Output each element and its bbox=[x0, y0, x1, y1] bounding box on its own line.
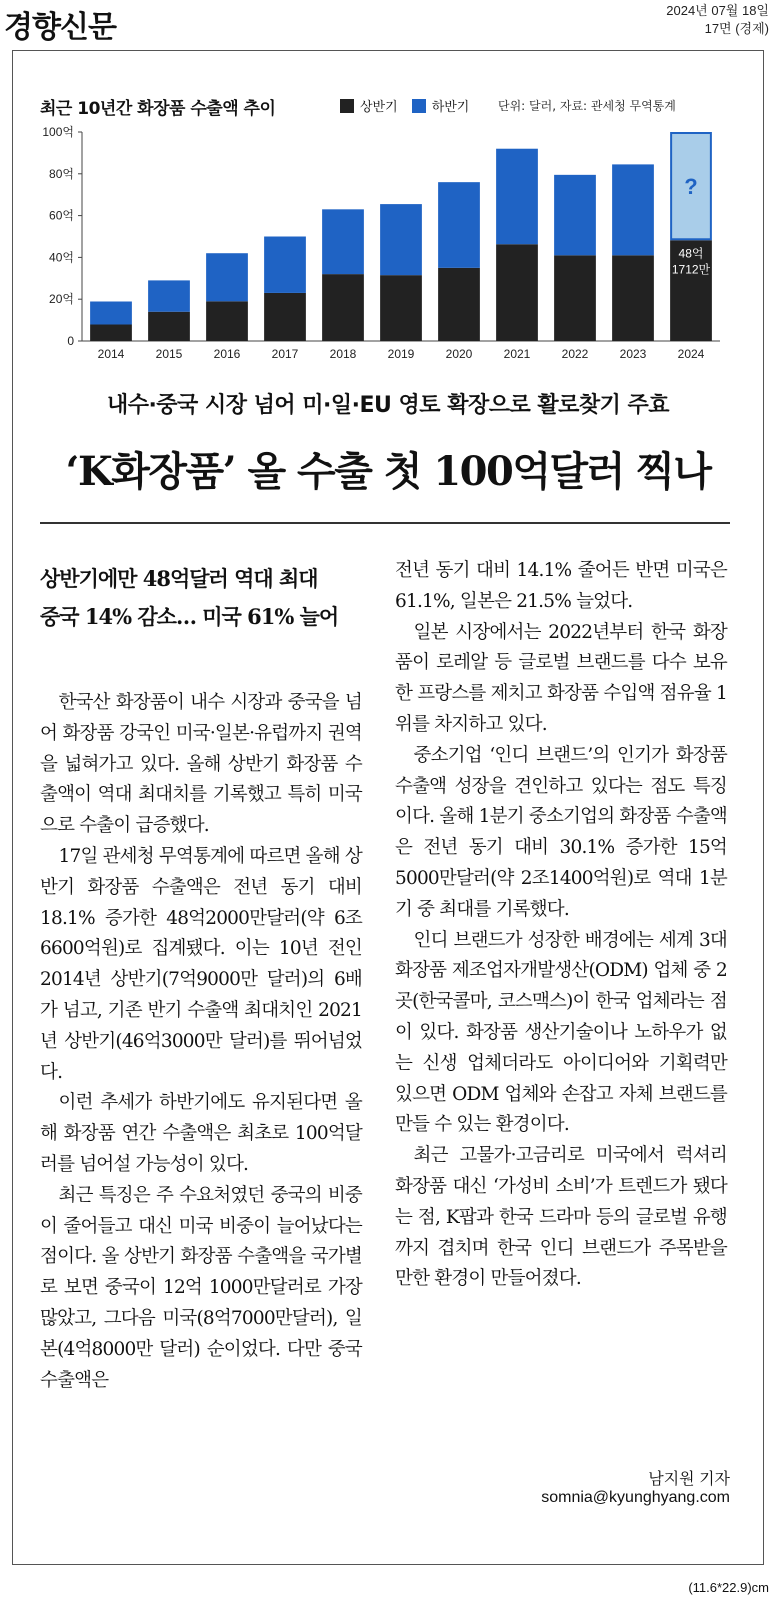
y-tick-label: 20억 bbox=[49, 292, 74, 307]
chart-title: 최근 10년간 화장품 수출액 추이 bbox=[40, 99, 276, 119]
subhead-2: 중국 14% 감소… 미국 61% 늘어 bbox=[40, 604, 339, 629]
bar-h1-2019 bbox=[380, 275, 422, 341]
bar-h2-2021 bbox=[496, 149, 538, 245]
legend-label-h2: 하반기 bbox=[431, 100, 470, 115]
x-tick-label: 2016 bbox=[213, 347, 241, 361]
x-tick-label: 2023 bbox=[619, 347, 647, 361]
chart-legend bbox=[340, 96, 477, 115]
masthead bbox=[0, 0, 775, 44]
legend-swatch-h1 bbox=[340, 99, 354, 113]
byline: 남지원 기자 somnia@kyunghyang.com bbox=[541, 1471, 730, 1506]
bar-h2-2016 bbox=[206, 253, 248, 301]
paragraph: 인디 브랜드가 성장한 배경에는 세계 3대 화장품 제조업자개발생산(ODM) 업체 중 2곳(한국콜마, 코스맥스)이 한국 업체라는 점이 있다. 화장품 생산기술이나 노하우가 없는 신생 업체더라도 아이디어와 기획력만 있으면 ODM 업체와 손잡고 자체 브랜드를 만들 수 있는 환경이다. bbox=[395, 929, 727, 1136]
bar-h2-2014 bbox=[90, 301, 132, 324]
bar-h1-2023 bbox=[612, 255, 654, 341]
paragraph: 중소기업 ‘인디 브랜드’의 인기가 화장품 수출액 성장을 견인하고 있다는 점도 특징이다. 올해 1분기 중소기업의 화장품 수출액은 전년 동기 대비 30.1% 증가한 15억5000만달러(약 2조1400억원)로 역대 1분기 중 최대를 기록했다. bbox=[395, 744, 727, 920]
bar-h2-2023 bbox=[612, 164, 654, 255]
paragraph: 이런 추세가 하반기에도 유지된다면 올해 화장품 연간 수출액은 최초로 100억달러를 넘어설 가능성이 있다. bbox=[40, 1092, 362, 1175]
y-tick-label: 40억 bbox=[49, 250, 74, 265]
body-column-left bbox=[40, 688, 362, 1396]
legend-swatch-h2 bbox=[412, 99, 426, 113]
projected-question-mark: ? bbox=[684, 174, 698, 200]
subhead-1: 상반기에만 48억달러 역대 최대 bbox=[40, 566, 318, 591]
clipping-size: (11.6*22.9)cm bbox=[688, 1580, 769, 1595]
x-tick-label: 2020 bbox=[445, 347, 473, 361]
y-tick-label: 0 bbox=[67, 334, 74, 348]
article-headline: ‘K화장품’ 올 수출 첫 100억달러 찍나 bbox=[65, 448, 711, 495]
bar-h1-2016 bbox=[206, 301, 248, 341]
bar-h1-2014 bbox=[90, 324, 132, 341]
paragraph: 한국산 화장품이 내수 시장과 중국을 넘어 화장품 강국인 미국·일본·유럽까지 권역을 넓혀가고 있다. 올해 상반기 화장품 수출액이 역대 최대치를 기록했고 특히 미국으로 수출이 급증했다. bbox=[40, 692, 362, 837]
bar-h1-2021 bbox=[496, 244, 538, 341]
x-tick-label: 2014 bbox=[97, 347, 125, 361]
x-tick-label: 2017 bbox=[271, 347, 299, 361]
x-tick-label: 2015 bbox=[155, 347, 183, 361]
x-tick-label: 2024 bbox=[677, 347, 705, 361]
page-number: 17면 (경제) bbox=[704, 21, 769, 36]
newspaper-logo: 경향신문 bbox=[4, 10, 116, 45]
y-tick-label: 60억 bbox=[49, 208, 74, 223]
paragraph: 전년 동기 대비 14.1% 줄어든 반면 미국은 61.1%, 일본은 21.5% 늘었다. bbox=[395, 560, 727, 612]
subheads bbox=[40, 560, 370, 636]
x-tick-label: 2018 bbox=[329, 347, 357, 361]
bar-h2-2018 bbox=[322, 209, 364, 274]
issue-meta bbox=[666, 2, 769, 38]
data-label-2024: 1712만 bbox=[671, 262, 711, 277]
legend-label-h1: 상반기 bbox=[360, 100, 398, 115]
bar-h2-2022 bbox=[554, 175, 596, 255]
x-tick-label: 2021 bbox=[503, 347, 531, 361]
paragraph: 최근 특징은 주 수요처였던 중국의 비중이 줄어들고 대신 미국 비중이 늘어났다는 점이다. 올 상반기 화장품 수출액을 국가별로 보면 중국이 12억 1000만달러로 가장 많았고, 그다음 미국(8억7000만달러), 일본(4억8000만 달러) 순이었다. 다만 중국 수출액은 bbox=[40, 1184, 362, 1391]
x-tick-label: 2019 bbox=[387, 347, 415, 361]
bar-h1-2020 bbox=[438, 268, 480, 341]
bar-h2-2015 bbox=[148, 280, 190, 311]
bar-h2-2019 bbox=[380, 204, 422, 275]
article-kicker: 내수·중국 시장 넘어 미·일·EU 영토 확장으로 활로찾기 주효 bbox=[106, 393, 670, 418]
x-tick-label: 2022 bbox=[561, 347, 589, 361]
bar-h1-2018 bbox=[322, 274, 364, 341]
export-bar-chart bbox=[30, 122, 730, 362]
paragraph: 17일 관세청 무역통계에 따르면 올해 상반기 화장품 수출액은 전년 동기 대비 18.1% 증가한 48억2000만달러(약 6조6600억원)로 집계됐다. 이는 10년 전인 2014년 상반기(7억9000만 달러)의 6배가 넘고, 기존 반기 수출액 최대치인 2021년 상반기(46억3000만 달러)를 뛰어넘었다. bbox=[40, 845, 362, 1083]
data-label-2024: 48억 bbox=[678, 246, 704, 261]
y-tick-label: 100억 bbox=[42, 125, 74, 139]
chart-header bbox=[40, 94, 740, 118]
bar-h2-2017 bbox=[264, 237, 306, 293]
headline-divider bbox=[40, 522, 730, 524]
body-column-right bbox=[395, 556, 727, 1295]
bar-h1-2015 bbox=[148, 312, 190, 341]
bar-h1-2017 bbox=[264, 293, 306, 341]
paragraph: 최근 고물가·고금리로 미국에서 럭셔리 화장품 대신 ‘가성비 소비’가 트렌드가 됐다는 점, K팝과 한국 드라마 등의 글로벌 유행까지 겹치며 한국 인디 브랜드가 주목받을 만한 환경이 만들어졌다. bbox=[395, 1145, 727, 1290]
chart-unit-source: 단위: 달러, 자료: 관세청 무역통계 bbox=[498, 99, 676, 113]
paragraph: 일본 시장에서는 2022년부터 한국 화장품이 로레알 등 글로벌 브랜드를 다수 보유한 프랑스를 제치고 화장품 수입액 점유율 1위를 차지하고 있다. bbox=[395, 621, 727, 735]
bar-h2-2020 bbox=[438, 182, 480, 268]
y-tick-label: 80억 bbox=[49, 166, 74, 181]
issue-date: 2024년 07월 18일 bbox=[666, 3, 769, 18]
bar-h1-2022 bbox=[554, 255, 596, 341]
